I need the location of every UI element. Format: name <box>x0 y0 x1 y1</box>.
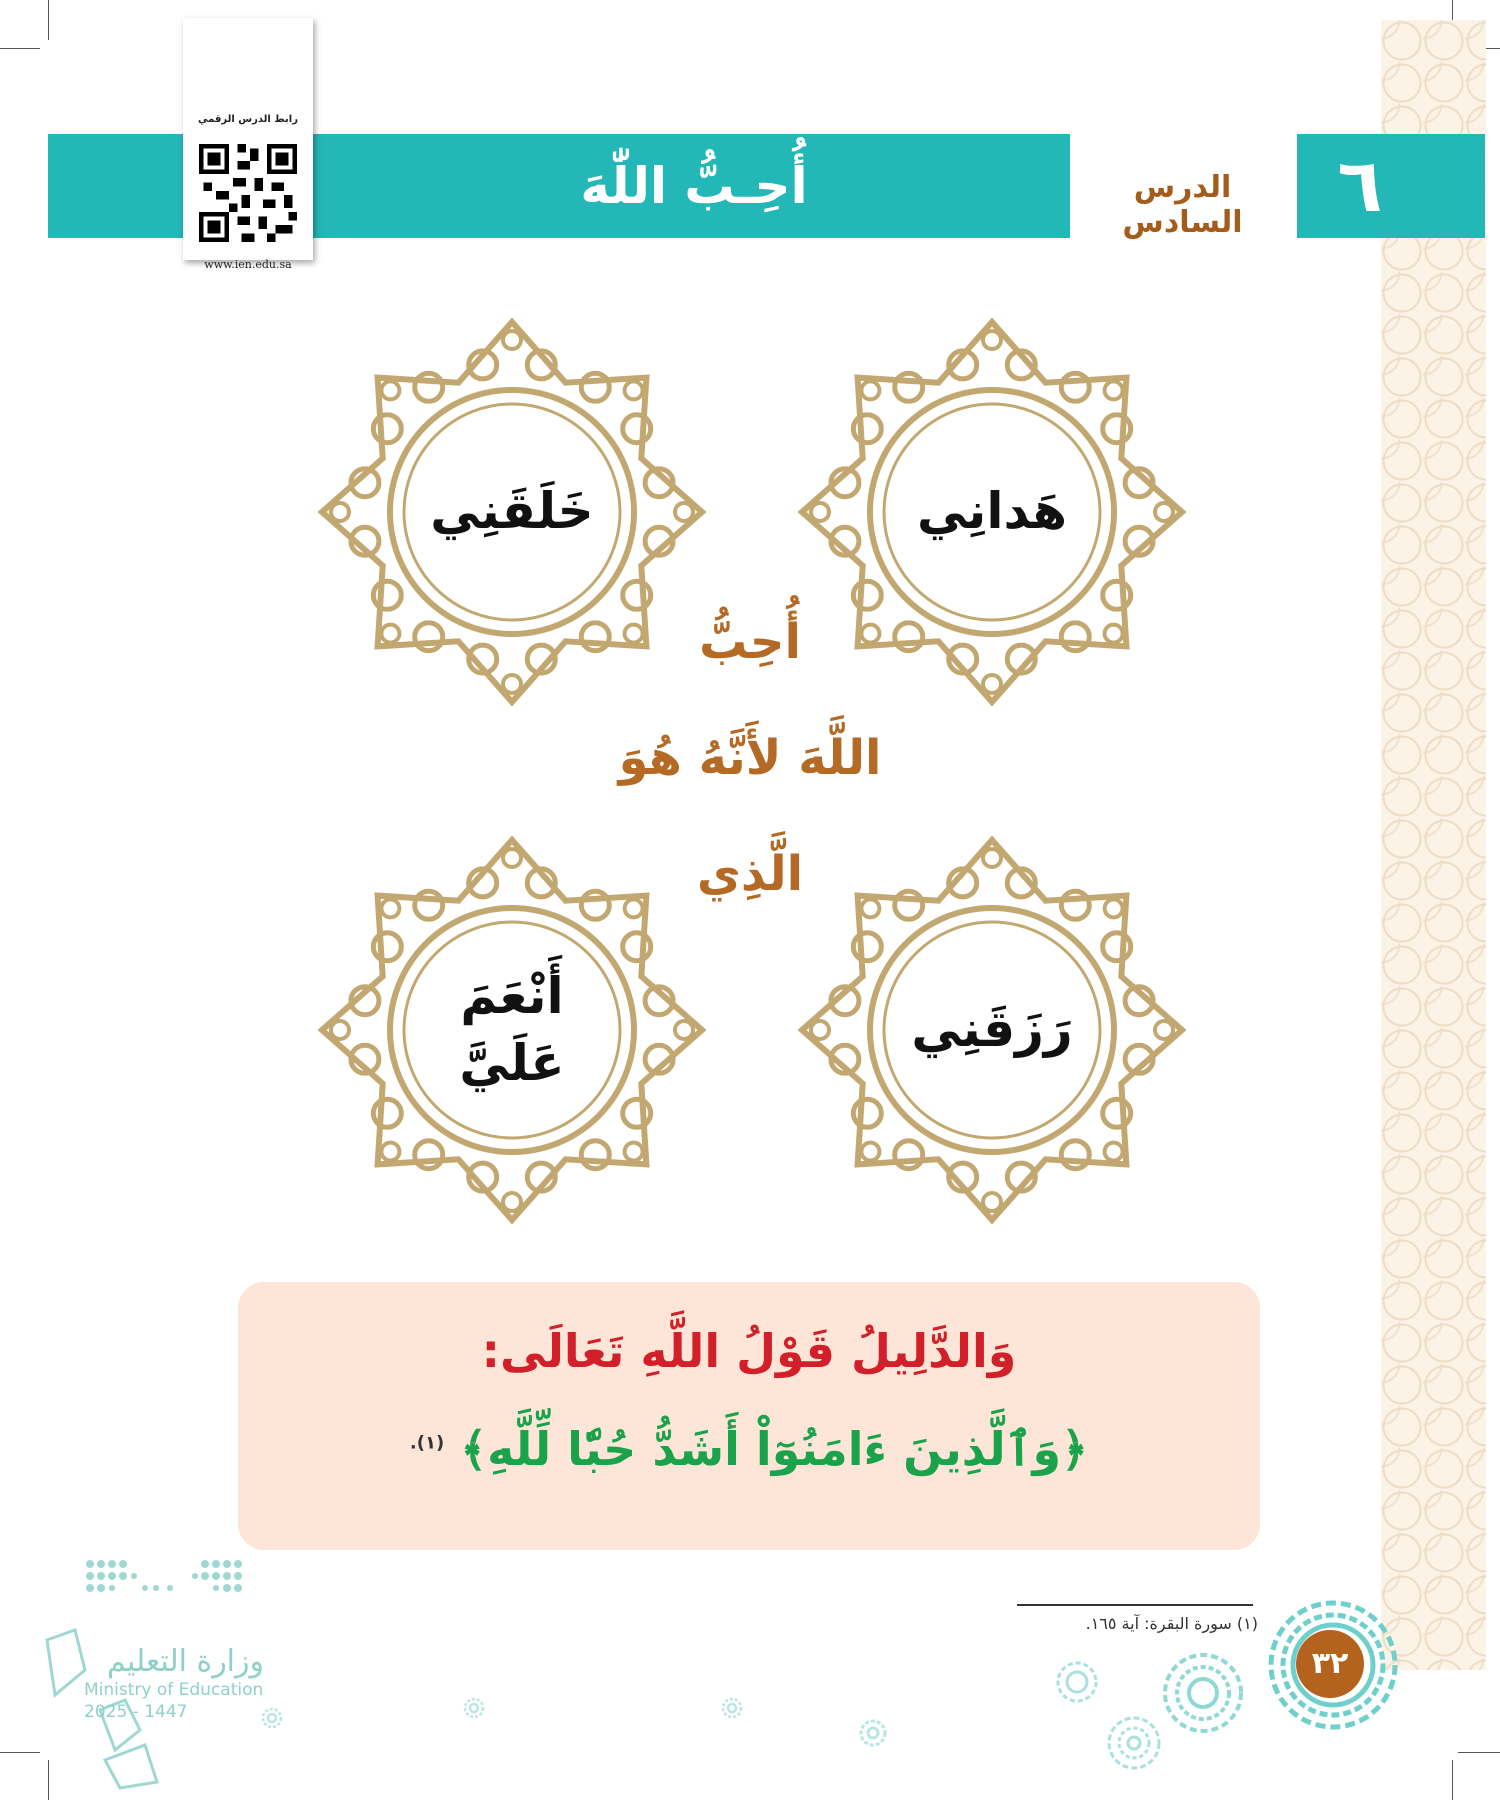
ministry-name-en: Ministry of Education <box>84 1680 264 1700</box>
side-pattern <box>1381 20 1486 1670</box>
footnote-reference: (١). <box>409 1432 445 1454</box>
rosette-word-line1: أَنْعَمَ <box>460 966 564 1025</box>
medallion-icon <box>858 1718 888 1748</box>
center-phrase-line3: الَّذِي <box>696 846 804 902</box>
medallion-icon <box>720 1696 744 1720</box>
crop-mark <box>1452 1760 1453 1800</box>
page-number: ٣٢ <box>1296 1630 1364 1698</box>
footnote-divider <box>1017 1604 1253 1606</box>
rosette-word: هَدانِي <box>916 482 1068 541</box>
qr-code-icon[interactable] <box>195 132 301 254</box>
crop-mark <box>1458 1752 1500 1753</box>
medallion-icon <box>1055 1660 1099 1704</box>
crop-mark <box>0 1752 40 1753</box>
center-phrase-line2: اللَّهَ لأَنَّهُ هُوَ <box>618 730 882 786</box>
ministry-name-ar: وزارة التعليم <box>106 1644 264 1679</box>
medallion-icon <box>1105 1714 1163 1772</box>
ministry-year: 2025 - 1447 <box>84 1702 188 1722</box>
evidence-verse <box>238 1422 1260 1476</box>
crop-mark <box>0 48 40 49</box>
evidence-intro: وَالدَّلِيلُ قَوْلُ اللَّهِ تَعَالَى: <box>481 1324 1017 1378</box>
qr-label: رابط الدرس الرقمي <box>198 114 298 125</box>
rosette-word: رَزَقَنِي <box>911 1000 1073 1059</box>
lesson-label: الدرس السادس <box>1122 170 1243 240</box>
medallion-icon <box>462 1696 486 1720</box>
rosette-word: خَلَقَنِي <box>430 482 594 541</box>
center-phrase-line1: أُحِبُّ <box>699 614 801 670</box>
qr-card[interactable] <box>183 18 313 271</box>
crop-mark <box>48 0 49 40</box>
lesson-number: ٦ <box>1337 143 1383 229</box>
quran-verse: ﴿وَٱلَّذِينَ ءَامَنُوٓاْ أَشَدُّ حُبّٗا لِّلَّهِ﴾ <box>460 1422 1089 1476</box>
medallion-icon <box>1160 1650 1246 1736</box>
evidence-box <box>238 1282 1260 1550</box>
qr-url[interactable]: www.ien.edu.sa <box>204 258 292 271</box>
rosette-word-line2: عَلَيَّ <box>459 1034 565 1092</box>
footnote: (١) سورة البقرة: آية ١٦٥. <box>1085 1614 1258 1633</box>
lesson-title: أُحِـبُّ اللّٰهَ <box>580 157 808 215</box>
